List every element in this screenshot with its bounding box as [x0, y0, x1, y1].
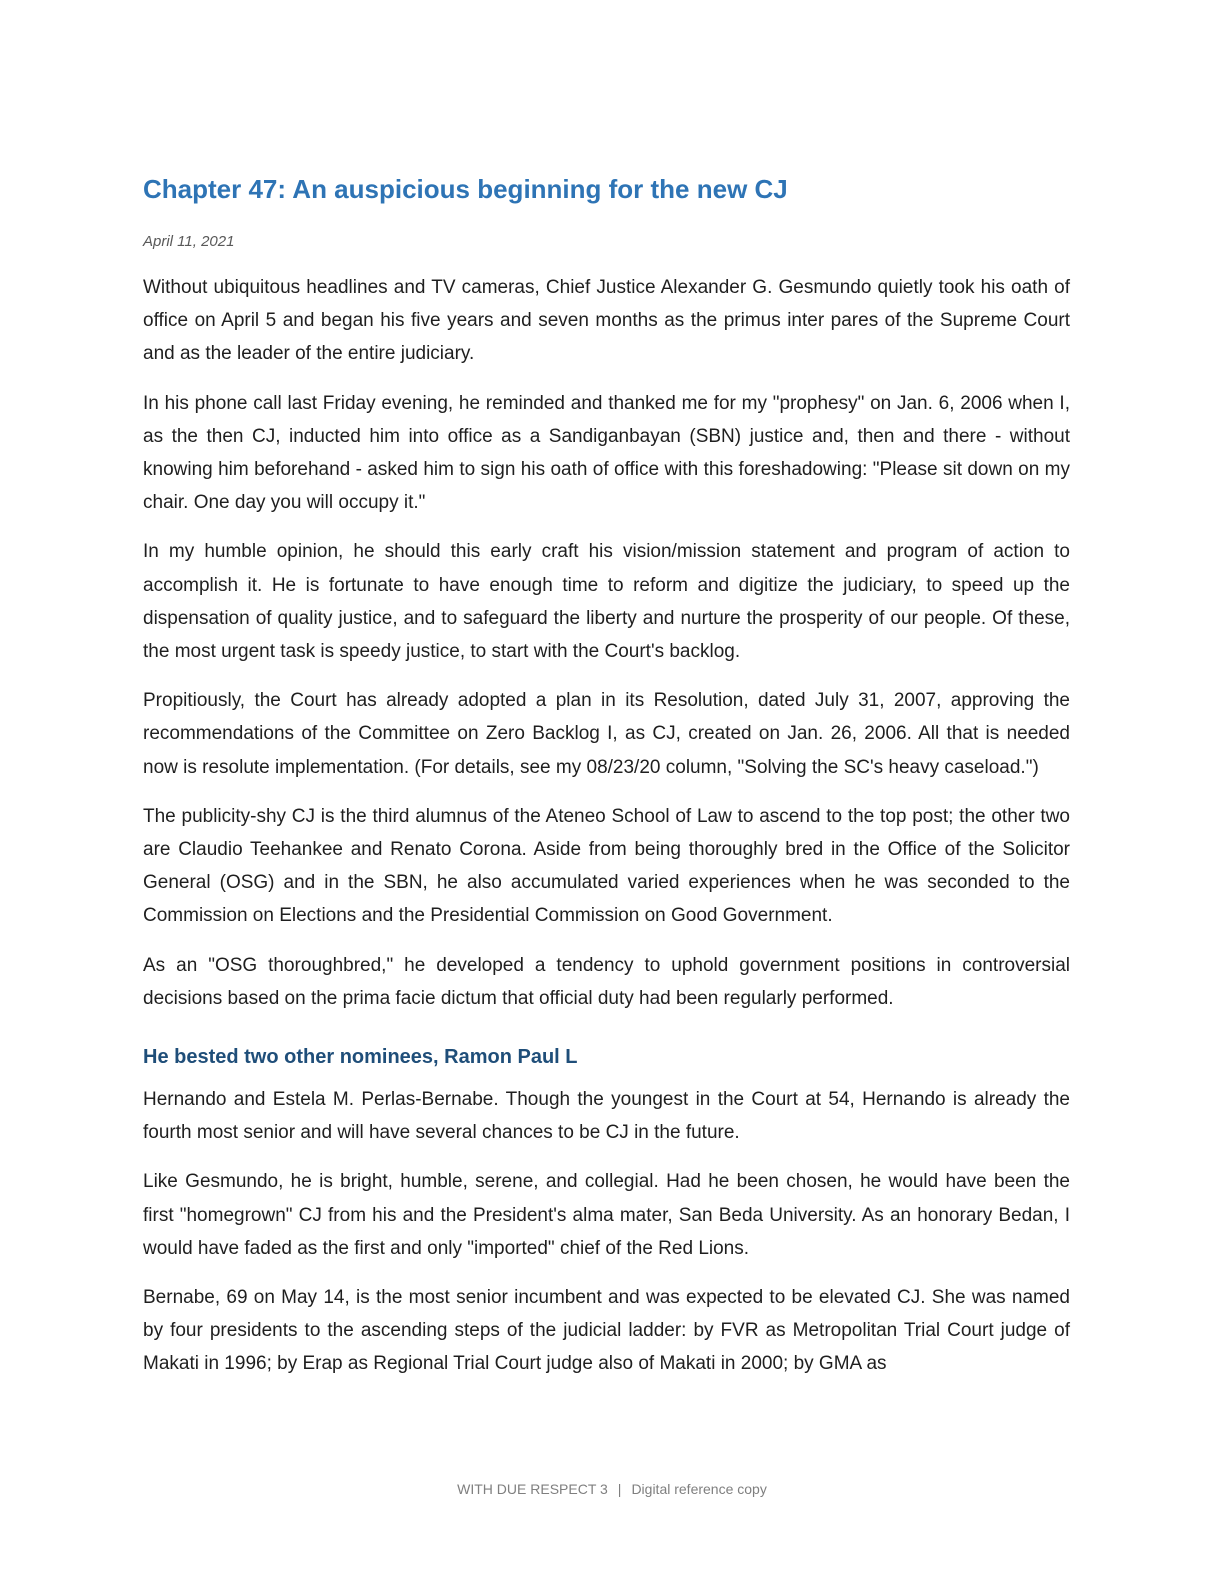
body-paragraph: As an "OSG thoroughbred," he developed a tendency to uphold government positions in controversial decisions based on the prima facie dictum that official duty had been regularly performed. [143, 954, 1070, 1009]
body-paragraph: Like Gesmundo, he is bright, humble, serene, and collegial. Had he been chosen, he would have been the first "homegrown" CJ from his and the President's alma mater, San Beda University. As an honorary Bedan, I would have faded as the first and only "imported" chief of the Red Lions. [143, 1171, 1070, 1259]
body-paragraph: In his phone call last Friday evening, he reminded and thanked me for my "prophesy" on Jan. 6, 2006 when I, as the then CJ, inducted him into office as a Sandiganbayan (SBN) justice and, then and there - without knowing him beforehand - asked him to sign his oath of office with this foreshadowing: "Please sit down on my chair. One day you will occupy it." [143, 392, 1070, 514]
body-paragraph: Propitiously, the Court has already adopted a plan in its Resolution, dated July 31, 2007, approving the recommendations of the Committee on Zero Backlog I, as CJ, created on Jan. 26, 2006. All that is needed now is resolute implementation. (For details, see my 08/23/20 column, "Solving the SC's heavy caseload.") [143, 690, 1070, 778]
body-paragraph: The publicity-shy CJ is the third alumnus of the Ateneo School of Law to ascend to the top post; the other two are Claudio Teehankee and Renato Corona. Aside from being thoroughly bred in the Office of the Solicitor General (OSG) and in the SBN, he also accumulated varied experiences when he was seconded to the Commission on Elections and the Presidential Commission on Good Government. [143, 805, 1070, 927]
body-paragraph: Hernando and Estela M. Perlas-Bernabe. Though the youngest in the Court at 54, Hernando is already the fourth most senior and will have several chances to be CJ in the future. [143, 1089, 1070, 1144]
body-paragraph: Bernabe, 69 on May 14, is the most senior incumbent and was expected to be elevated CJ. She was named by four presidents to the ascending steps of the judicial ladder: by FVR as Metropolitan Trial Court judge of Makati in 1996; by Erap as Regional Trial Court judge also of Makati in 2000; by GMA as [143, 1287, 1070, 1375]
section-subheading: He bested two other nominees, Ramon Paul L [143, 1046, 578, 1069]
body-section-2 [143, 1083, 1070, 1381]
chapter-title: Chapter 47: An auspicious beginning for the new CJ [143, 174, 788, 204]
publication-date: April 11, 2021 [143, 233, 235, 250]
body-paragraph: Without ubiquitous headlines and TV cameras, Chief Justice Alexander G. Gesmundo quietly took his oath of office on April 5 and began his five years and seven months as the primus inter pares of the Supreme Court and as the leader of the entire judiciary. [143, 277, 1070, 365]
page-footer [0, 1480, 1224, 1498]
footer-copy-note: Digital reference copy [631, 1481, 767, 1497]
footer-book-title: WITH DUE RESPECT 3 [457, 1481, 608, 1497]
body-section-1 [143, 271, 1070, 1015]
body-paragraph: In my humble opinion, he should this early craft his vision/mission statement and program of action to accomplish it. He is fortunate to have enough time to reform and digitize the judiciary, to speed up the dispensation of quality justice, and to safeguard the liberty and nurture the prosperity of our people. Of these, the most urgent task is speedy justice, to start with the Court's backlog. [143, 541, 1070, 663]
document-page [143, 172, 1070, 1397]
footer-separator: | [617, 1481, 622, 1497]
